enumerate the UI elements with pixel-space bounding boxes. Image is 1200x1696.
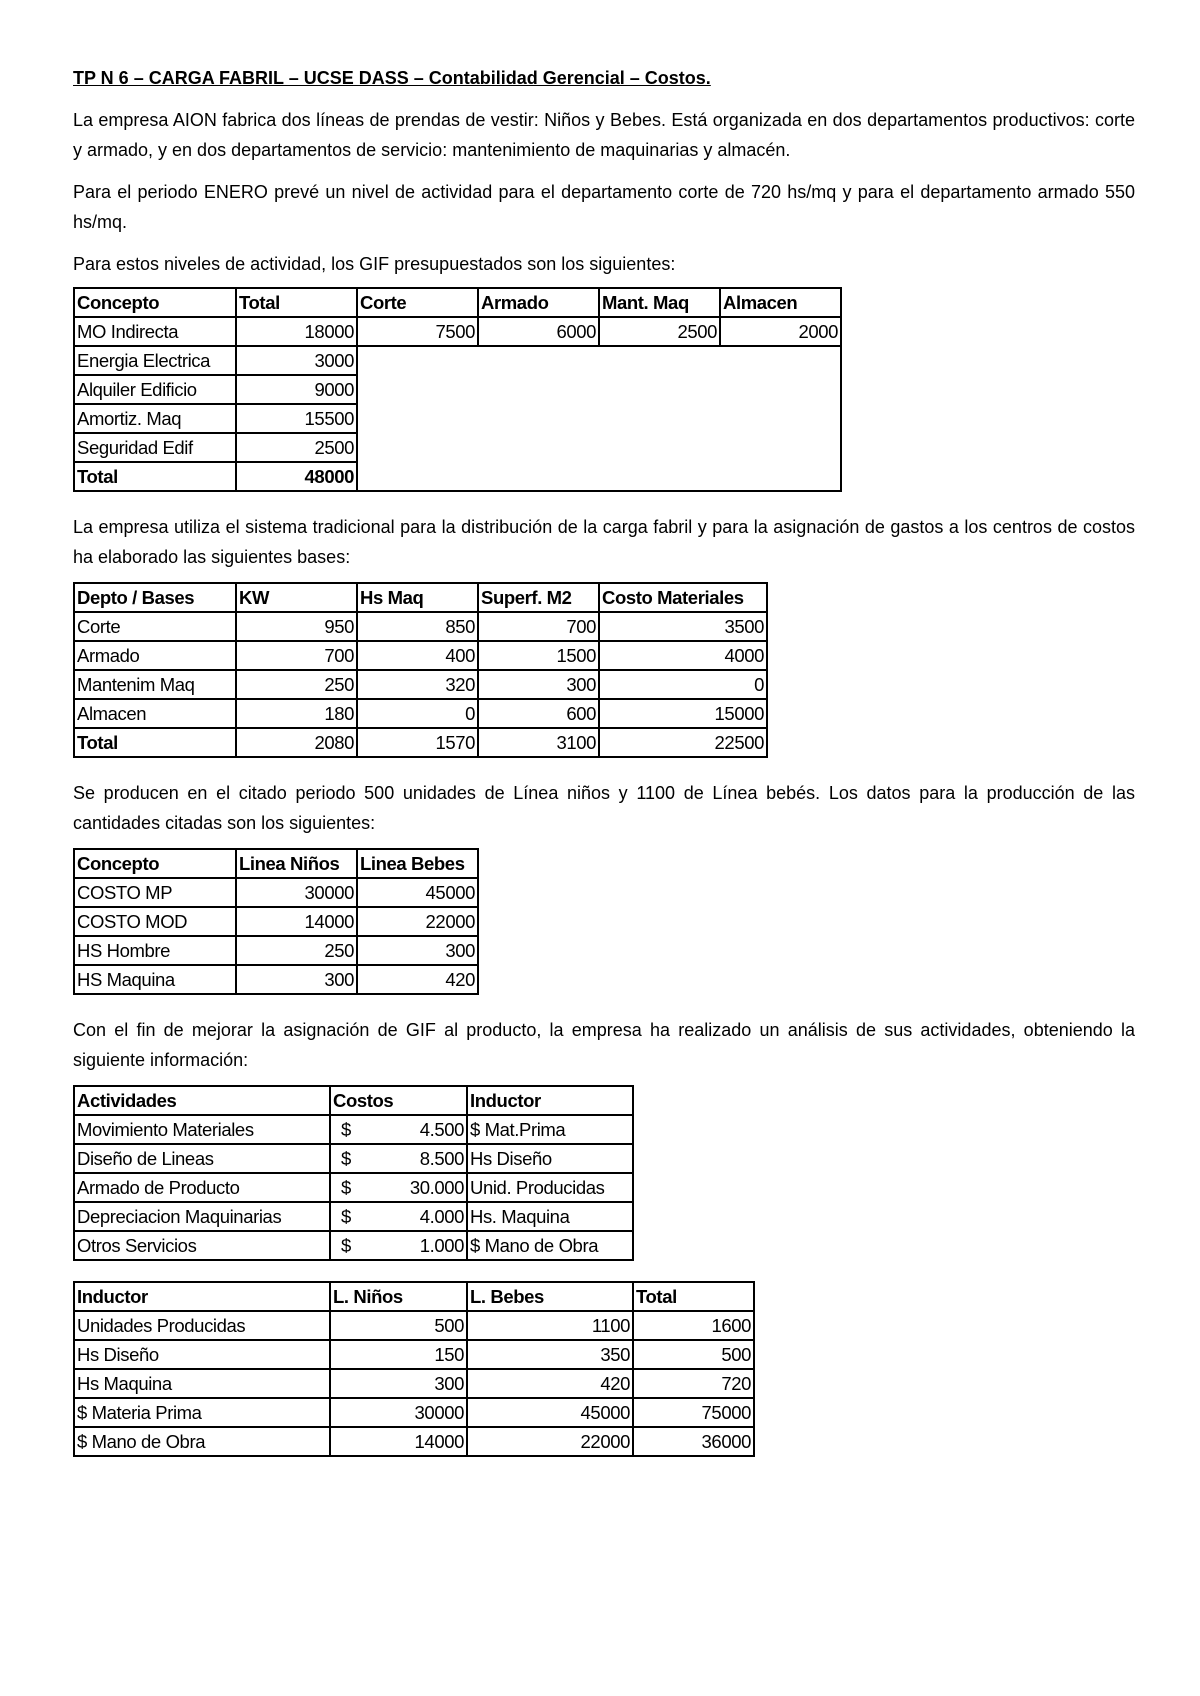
cost-amount: 4.500 (419, 1118, 464, 1140)
header-cell: Almacen (720, 288, 841, 317)
table-cell: 320 (357, 670, 478, 699)
paragraph-bases-intro: La empresa utiliza el sistema tradicional para la distribución de la carga fabril y para la asignación de gastos a los centros de costos ha elaborado las siguientes bases: (73, 517, 1135, 567)
header-cell: Linea Bebes (357, 849, 478, 878)
table-cell: Otros Servicios (74, 1231, 330, 1260)
table-row (74, 1311, 754, 1340)
header-cell: Costos (330, 1086, 467, 1115)
table-cell: 3000 (236, 346, 357, 375)
table-cell: COSTO MP (74, 878, 236, 907)
header-cell: Concepto (74, 849, 236, 878)
table-cell: 0 (599, 670, 767, 699)
table-cell: 22000 (467, 1427, 633, 1456)
table-row (74, 1398, 754, 1427)
table-cell: 14000 (236, 907, 357, 936)
table-cell: HS Hombre (74, 936, 236, 965)
table-cell: Diseño de Lineas (74, 1144, 330, 1173)
table-cell: HS Maquina (74, 965, 236, 994)
table-cell: Energia Electrica (74, 346, 236, 375)
drivers-table (73, 1281, 755, 1457)
table-cell: 14000 (330, 1427, 467, 1456)
table-cell: 3500 (599, 612, 767, 641)
table-cell: 1600 (633, 1311, 754, 1340)
table-cell: 350 (467, 1340, 633, 1369)
activities-table (73, 1085, 634, 1261)
table-cell: Corte (74, 612, 236, 641)
table-cell: Hs. Maquina (467, 1202, 633, 1231)
table-cell: 950 (236, 612, 357, 641)
cost-amount: 4.000 (419, 1205, 464, 1227)
table-cell: 0 (357, 699, 478, 728)
table-row (74, 907, 478, 936)
header-cell: Mant. Maq (599, 288, 720, 317)
table-cell: $ Mano de Obra (467, 1231, 633, 1260)
table-cell: 700 (478, 612, 599, 641)
cost-cell (330, 1173, 467, 1202)
table-cell: 150 (330, 1340, 467, 1369)
table-cell: 2000 (720, 317, 841, 346)
table-cell: 400 (357, 641, 478, 670)
table-cell: Unid. Producidas (467, 1173, 633, 1202)
table-row (74, 1173, 633, 1202)
table-cell: Total (74, 728, 236, 757)
paragraph-gif-intro: Para estos niveles de actividad, los GIF presupuestados son los siguientes: (73, 254, 676, 274)
table-cell: 1500 (478, 641, 599, 670)
header-cell: Depto / Bases (74, 583, 236, 612)
table-cell: Mantenim Maq (74, 670, 236, 699)
table-row (74, 699, 767, 728)
table-cell: Seguridad Edif (74, 433, 236, 462)
table-cell: 300 (478, 670, 599, 699)
table-cell: Hs Maquina (74, 1369, 330, 1398)
table-cell: 300 (357, 936, 478, 965)
table-cell: 2500 (236, 433, 357, 462)
table-header-row (74, 1086, 633, 1115)
table-cell: 600 (478, 699, 599, 728)
table-cell: 300 (236, 965, 357, 994)
table-cell: Amortiz. Maq (74, 404, 236, 433)
table-cell: MO Indirecta (74, 317, 236, 346)
table-cell: 18000 (236, 317, 357, 346)
header-cell: Total (236, 288, 357, 317)
cost-amount: 8.500 (419, 1147, 464, 1169)
header-cell: Total (633, 1282, 754, 1311)
table-header-row (74, 1282, 754, 1311)
table-cell: 45000 (357, 878, 478, 907)
table-cell: 22000 (357, 907, 478, 936)
table-cell: 36000 (633, 1427, 754, 1456)
table-cell: $ Mano de Obra (74, 1427, 330, 1456)
table-row (74, 1231, 633, 1260)
header-cell: L. Bebes (467, 1282, 633, 1311)
table-cell: COSTO MOD (74, 907, 236, 936)
table-cell: 48000 (236, 462, 357, 491)
table-cell: 500 (633, 1340, 754, 1369)
table-row (74, 670, 767, 699)
cost-cell (330, 1202, 467, 1231)
currency-symbol: $ (341, 1147, 351, 1169)
table-cell: 500 (330, 1311, 467, 1340)
currency-symbol: $ (341, 1118, 351, 1140)
table-row (74, 1340, 754, 1369)
table-row (74, 965, 478, 994)
table-cell: Almacen (74, 699, 236, 728)
table-row (74, 346, 841, 375)
table-header-row (74, 288, 841, 317)
table-cell: $ Mat.Prima (467, 1115, 633, 1144)
paragraph-activity-level: Para el periodo ENERO prevé un nivel de actividad para el departamento corte de 720 hs/mq y para el departamento armado 550 hs/mq. (73, 182, 1135, 232)
production-table (73, 848, 479, 995)
table-row (74, 641, 767, 670)
header-cell: Armado (478, 288, 599, 317)
table-cell: Hs Diseño (467, 1144, 633, 1173)
gif-budget-table (73, 287, 842, 492)
empty-merged-area (357, 346, 841, 491)
table-cell: Depreciacion Maquinarias (74, 1202, 330, 1231)
table-cell: Armado (74, 641, 236, 670)
table-cell: 420 (357, 965, 478, 994)
table-cell: 3100 (478, 728, 599, 757)
header-cell: Inductor (74, 1282, 330, 1311)
table-header-row (74, 583, 767, 612)
table-total-row (74, 728, 767, 757)
table-row (74, 317, 841, 346)
table-cell: Armado de Producto (74, 1173, 330, 1202)
table-cell: 15500 (236, 404, 357, 433)
table-cell: 30000 (236, 878, 357, 907)
table-row (74, 1202, 633, 1231)
header-cell: Superf. M2 (478, 583, 599, 612)
table-cell: 22500 (599, 728, 767, 757)
currency-symbol: $ (341, 1176, 351, 1198)
table-cell: 15000 (599, 699, 767, 728)
table-cell: 180 (236, 699, 357, 728)
paragraph-production-intro: Se producen en el citado periodo 500 unidades de Línea niños y 1100 de Línea bebés. Los datos para la producción de las cantidades citadas son los siguientes: (73, 783, 1135, 833)
paragraph-activities-intro: Con el fin de mejorar la asignación de GIF al producto, la empresa ha realizado un análisis de sus actividades, obteniendo la siguiente información: (73, 1020, 1135, 1070)
table-cell: 720 (633, 1369, 754, 1398)
document-page (73, 68, 1135, 1477)
table-cell: 75000 (633, 1398, 754, 1427)
table-row (74, 936, 478, 965)
table-cell: 1570 (357, 728, 478, 757)
table-cell: $ Materia Prima (74, 1398, 330, 1427)
header-cell: Actividades (74, 1086, 330, 1115)
currency-symbol: $ (341, 1234, 351, 1256)
table-cell: 2500 (599, 317, 720, 346)
table-cell: 30000 (330, 1398, 467, 1427)
table-cell: 2080 (236, 728, 357, 757)
table-cell: Hs Diseño (74, 1340, 330, 1369)
table-row (74, 1369, 754, 1398)
header-cell: Hs Maq (357, 583, 478, 612)
table-cell: 7500 (357, 317, 478, 346)
document-title: TP N 6 – CARGA FABRIL – UCSE DASS – Contabilidad Gerencial – Costos. (73, 68, 711, 88)
table-cell: 9000 (236, 375, 357, 404)
table-cell: 6000 (478, 317, 599, 346)
table-cell: Alquiler Edificio (74, 375, 236, 404)
header-cell: Concepto (74, 288, 236, 317)
table-row (74, 878, 478, 907)
table-cell: 45000 (467, 1398, 633, 1427)
paragraph-intro: La empresa AION fabrica dos líneas de prendas de vestir: Niños y Bebes. Está organizada en dos departamentos productivos: corte y armado, y en dos departamentos de servicio: mantenimiento de maquinarias y almacén. (73, 110, 1135, 160)
table-row (74, 1115, 633, 1144)
table-cell: 250 (236, 670, 357, 699)
header-cell: Costo Materiales (599, 583, 767, 612)
header-cell: KW (236, 583, 357, 612)
table-cell: 4000 (599, 641, 767, 670)
table-row (74, 1144, 633, 1173)
currency-symbol: $ (341, 1205, 351, 1227)
cost-amount: 1.000 (419, 1234, 464, 1256)
table-cell: 850 (357, 612, 478, 641)
cost-amount: 30.000 (409, 1176, 464, 1198)
table-cell: Unidades Producidas (74, 1311, 330, 1340)
table-row (74, 612, 767, 641)
table-cell: Movimiento Materiales (74, 1115, 330, 1144)
cost-cell (330, 1115, 467, 1144)
table-cell: 250 (236, 936, 357, 965)
table-cell: 1100 (467, 1311, 633, 1340)
table-cell: 420 (467, 1369, 633, 1398)
header-cell: Corte (357, 288, 478, 317)
table-row (74, 1427, 754, 1456)
header-cell: Linea Niños (236, 849, 357, 878)
bases-table (73, 582, 768, 758)
table-cell: 300 (330, 1369, 467, 1398)
table-cell: Total (74, 462, 236, 491)
table-header-row (74, 849, 478, 878)
cost-cell (330, 1144, 467, 1173)
header-cell: Inductor (467, 1086, 633, 1115)
cost-cell (330, 1231, 467, 1260)
table-cell: 700 (236, 641, 357, 670)
header-cell: L. Niños (330, 1282, 467, 1311)
